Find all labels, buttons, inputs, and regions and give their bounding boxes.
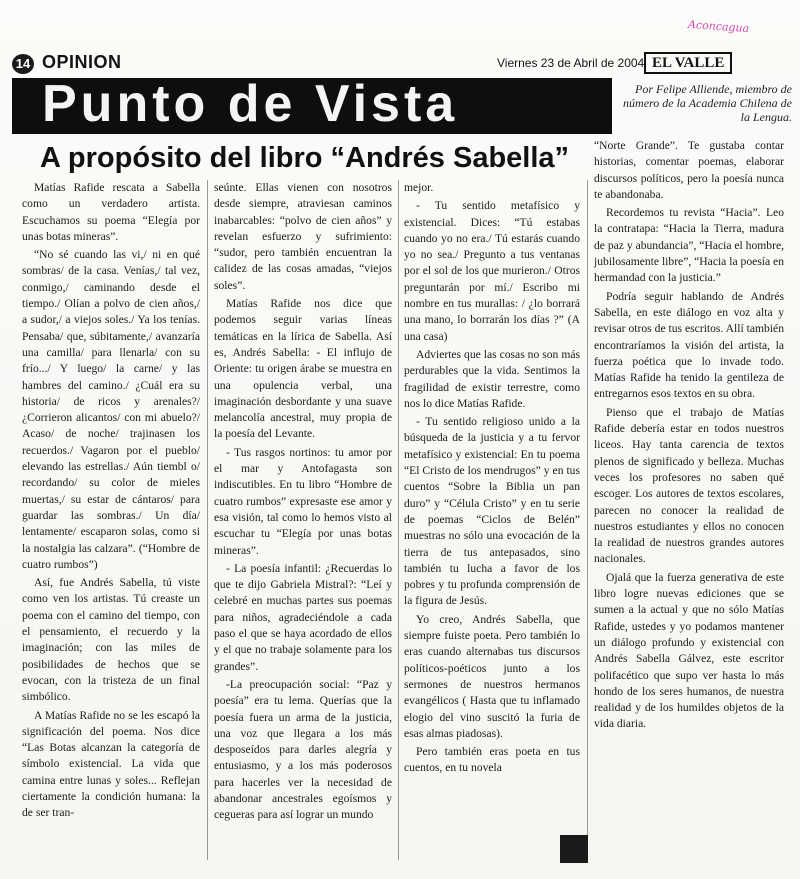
handwritten-note: Aconcagua [687, 17, 750, 36]
end-mark [560, 835, 588, 863]
article-column-4 [594, 138, 784, 735]
article-column-3 [404, 180, 580, 779]
paragraph: “Norte Grande”. Te gustaba contar historias, comentar poemas, elaborar discursos políticos, pero la poesía nunca te abandonaba. [594, 139, 784, 201]
page-number: 14 [12, 54, 34, 74]
paragraph: Pienso que el trabajo de Matías Rafide debería estar en todos nuestros liceos. Hay tanta carencia de textos plenos de significado y belleza. Muchas veces los profesores no saben qué escoger. Los autores de textos escolares, parecen no conocer la realidad de nuestros estudiantes y ellos no conocen la realidad de nuestros grandes autores nacionales. [594, 405, 784, 566]
newspaper-logo: EL VALLE [644, 52, 732, 74]
paragraph: Matías Rafide rescata a Sabella como un verdadero artista. Escuchamos su poema “Elegía por unas botas mineras”. [22, 181, 200, 243]
paragraph: A Matías Rafide no se les escapó la significación del poema. Nos dice “Las Botas alcanzan la categoría de símbolo existencial. La vida que camina entre lunas y soles... Reflejan ciertamente la condición humana: la de ser tran- [22, 708, 200, 820]
paragraph: Yo creo, Andrés Sabella, que siempre fuiste poeta. Pero también lo eras cuando alternabas tus discursos políticos-poéticos junto a los sermones de nuestros hermanos evangélicos ( Hasta que tu inflamado elogio del vino suscitó la furia de esas almas piadosas). [404, 612, 580, 740]
issue-date: Viernes 23 de Abril de 2004 [497, 56, 645, 70]
section-title: OPINION [42, 52, 122, 72]
paragraph: “No sé cuando las vi,/ ni en qué sombras/ de la casa. Venías,/ tal vez, conmigo,/ caminando desde el tiempo./ Olían a polvo de cien años,/ a sudor,/ a viejos soles./ Ya los tenías. Pensaba/ que, súbitamente,/ avanzaría una camilla/ para llenarla/ con su frío.../ Y luego/ la carne/ y las hambres del camino./ ¿Cuál era su historia/ de ricos y arenales?/ ¿Corrieron alicantos/ con mi abuelo?/ Acaso/ de noche/ trajinasen los recuerdos./ Vagaron por el pueblo/ elevando las estrellas./ Aún tiembl o/ recordando/ su color de mieles muertas,/ su estar de cántaros/ para guardar las sombras./ Un día/ lentamente/ escaparon solas, como si la nostalgia las calzara”. (“Hombre de cuatro rumbos”) [22, 248, 200, 571]
paragraph: mejor. [404, 181, 434, 194]
column-divider [587, 180, 588, 860]
paragraph: Recordemos tu revista “Hacia”. Leo la contratapa: “Hacia la Tierra, madura de paz y abundancia”, “Hacia el hombre, jubilosamente libre”, “Hacia la poesía en hermandad con la justicia.” [594, 206, 784, 285]
paragraph: -La preocupación social: “Paz y poesía” era tu lema. Querías que la poesía fuera un arma de la justicia, una voz que llegara a los más desposeídos para darles alegría y entusiasmo, y a los más poderosos para hacerles ver la necesidad de abandonar ancestrales egoísmos y cegueras para así lograr un mundo [214, 677, 392, 822]
paragraph: - La poesía infantil: ¿Recuerdas lo que te dijo Gabriela Mistral?: “Leí y celebré en muchas partes sus poemas para niños, agradeciéndole a cada paso el que se haya acordado de ellos y el que no trabaje solamente para los grandes”. [214, 561, 392, 673]
paragraph: Podría seguir hablando de Andrés Sabella, en este diálogo en voz alta y revisar otros de tus escritos. Allí también encontraríamos la visión del artista, la fuerza poética que lo invade todo. Matías Rafide ha tenido la gentileza de entregarnos esos textos en su obra. [594, 289, 784, 401]
paragraph: Adviertes que las cosas no son más perdurables que la vida. Sentimos la fragilidad de existir terrestre, como nos lo dice Matías Rafide. [404, 347, 580, 410]
paragraph: Pero también eras poeta en tus cuentos, en tu novela [404, 745, 580, 775]
banner-title: Punto de Vista [42, 75, 459, 133]
article-column-2 [214, 180, 392, 826]
column-divider [398, 180, 399, 860]
paragraph: Ojalá que la fuerza generativa de este libro logre nuevas ediciones que se sumen a la actual y que no sólo Matías Rafide, ustedes y yo podamos mantener un diálogo profundo y existencial con Andrés Sabella Gálvez, este escritor polifacético que supo ver hasta lo más hondo de los seres humanos, de nuestra realidad y de los humildes objetos de la vida diaria. [594, 570, 784, 731]
author-byline: Por Felipe Alliende, miembro de número de la Academia Chilena de la Lengua. [623, 82, 792, 124]
column-divider [207, 180, 208, 860]
paragraph: seúnte. Ellas vienen con nosotros desde siempre, atraviesan caminos inabarcables: “polvo de cien años” y revelan esfuerzo y sufrimiento: “sudor, pero también encuentran la calidez de las cosas amadas, “viejos soles”. [214, 181, 392, 292]
paragraph: Matías Rafide nos dice que podemos seguir varias líneas temáticas en la lírica de Sabella. Así es, Andrés Sabella: - El influjo de Oriente: tu origen árabe se muestra en una opulencia verbal, una imaginación desbordante y una suave melancolía ancestral, muy propia de la poesía del Levante. [214, 297, 392, 441]
paragraph: - Tu sentido metafísico y existencial. Dices: “Tú estabas cuando yo no era./ Tú estarás cuando yo no sea./ Pregunto a tus ventanas por el sol de los que murieron./ Otros preguntarán por mí./ Escribo mi nombre en tus murallas: / ¿lo borrará una mano, lo borrarán los días ?” (A una casa) [404, 199, 580, 343]
page-header [12, 52, 790, 76]
paragraph: Así, fue Andrés Sabella, tú viste como ven los artistas. Tú creaste un poema con el camino del tiempo, con el pensamiento, el recuerdo y la imaginación; con las miles de posibilidades de hechos que se evocan, con la tristeza de un final simbólico. [22, 576, 200, 704]
article-column-1 [22, 180, 200, 824]
paragraph: - Tus rasgos nortinos: tu amor por el mar y Antofagasta son indiscutibles. En tu libro “Hombre de cuatro rumbos” expresaste ese amor y esa visión, tal como lo hemos visto al escuchar tu “Elegía por unas botas mineras”. [214, 445, 392, 557]
paragraph: - Tu sentido religioso unido a la búsqueda de la justicia y a tu fervor metafísico y existencial: En tu poema “El Cristo de los mendrugos” y en tus cuentos “Sobre la Biblia un pan duro” y “Célula Cristo” y en tu serie de poemas “Ciclos de Belén” muestras no sólo una evocación de la tierra de tus antepasados, sino también tu lucha a favor de los pobres y tu profunda comprensión de la figura de Jesús. [404, 415, 580, 608]
article-headline: A propósito del libro “Andrés Sabella” [40, 142, 570, 174]
section-banner [12, 75, 612, 134]
